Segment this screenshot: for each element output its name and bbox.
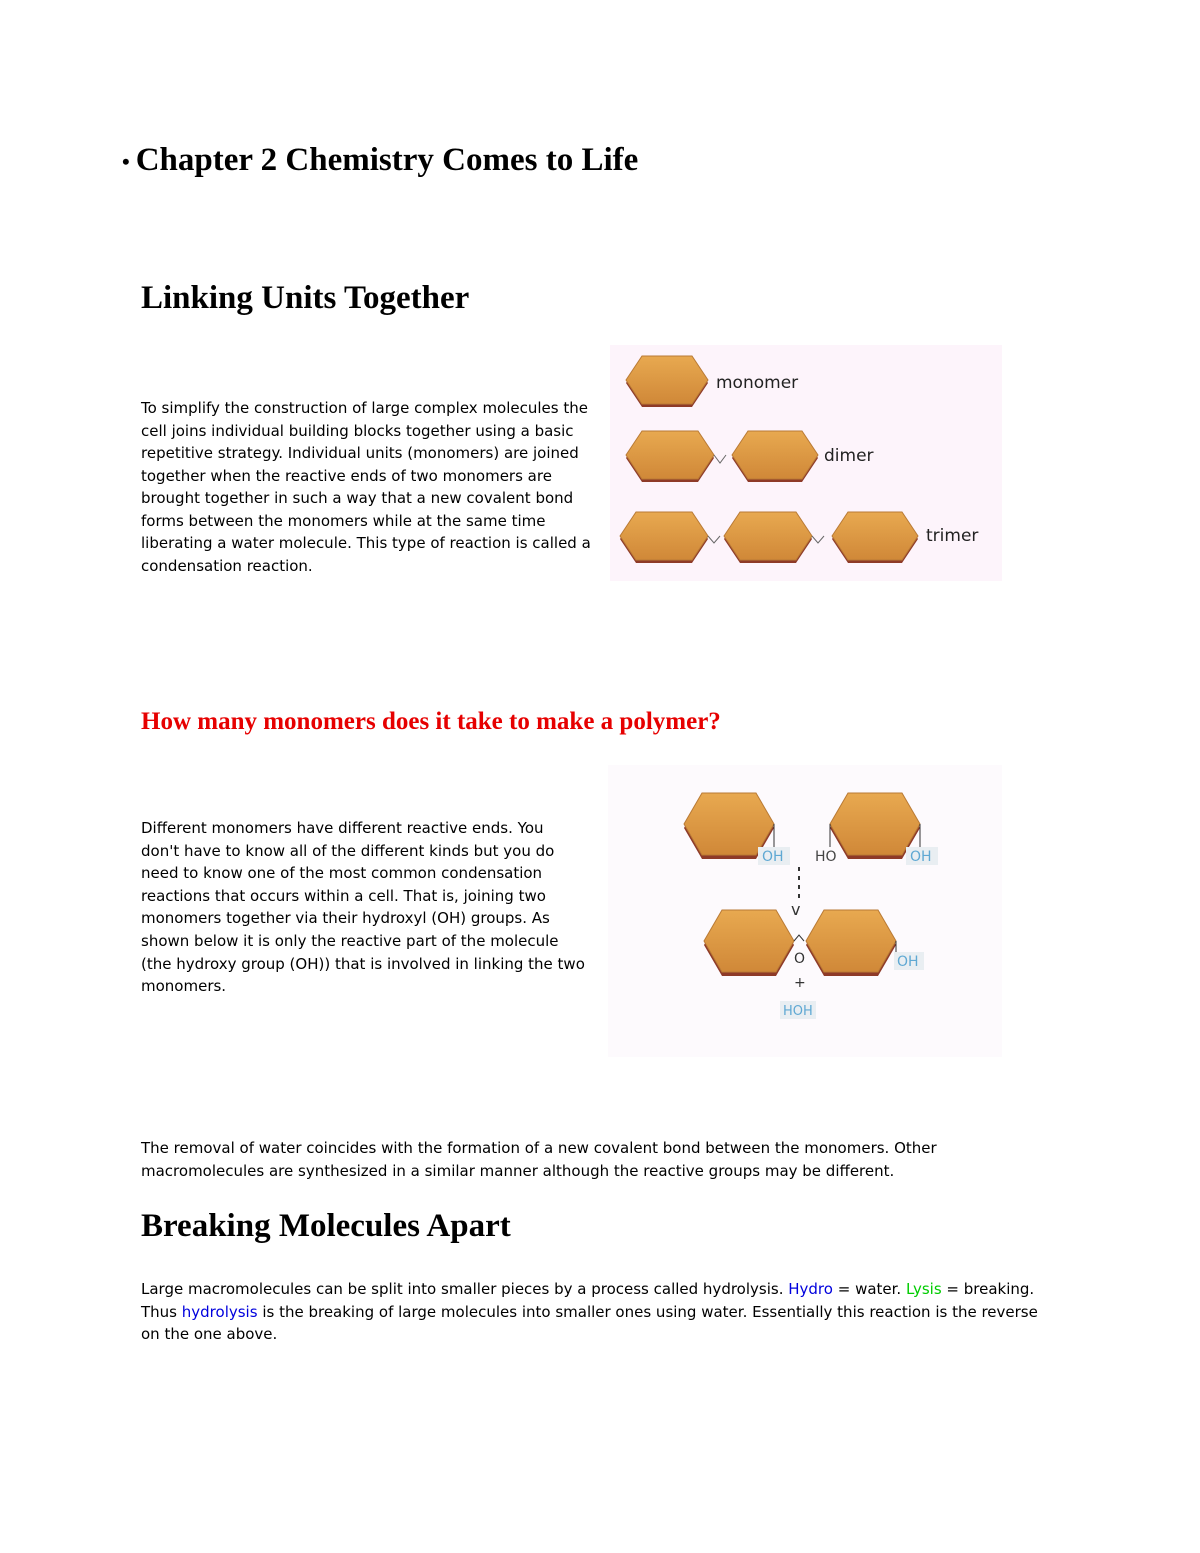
ho-middle-label: HO — [815, 849, 837, 865]
hydrolysis-text-2: = water. — [837, 1280, 902, 1298]
monomer-label: monomer — [716, 373, 799, 393]
dimer-label: dimer — [824, 446, 874, 466]
product-hexagon-left — [704, 910, 794, 976]
paragraph-water-removal: The removal of water coincides with the formation of a new covalent bond between the monomers. Other macromolecules are synthesized in a similar manner although the reactive groups may be different. — [141, 1139, 937, 1180]
chapter-title-text: Chapter 2 Chemistry Comes to Life — [135, 142, 639, 178]
plus-sign: + — [794, 975, 806, 991]
section-heading-breaking: Breaking Molecules Apart — [141, 1208, 511, 1244]
section-heading-linking: Linking Units Together — [141, 280, 470, 316]
paragraph-linking: To simplify the construction of large complex molecules the cell joins individual building blocks together using a basic repetitive strategy. Individual units (monomers) are joined together when the reactive ends of two monomers are brought together in such a way that a new covalent bond forms between the monomers while at the same time liberating a water molecule. This type of reaction is called a condensation reaction. — [141, 399, 591, 575]
hydrolysis-text-4: is the breaking of large molecules into smaller ones using water. Essentially this reaction is the reverse on the one above. — [141, 1302, 1038, 1344]
trimer-hexagon-2 — [724, 512, 812, 563]
paragraph-reactive-ends: Different monomers have different reactive ends. You don't have to know all of the different kinds but you do need to know one of the most common condensation reactions that occurs within a cell. That is, joining two monomers together via their hydroxyl (OH) groups. As shown below it is only the reactive part of the molecule (the hydroxy group (OH)) that is involved in linking the two monomers. — [141, 819, 585, 996]
oh-right-label: OH — [910, 849, 932, 865]
water-label: HOH — [783, 1004, 813, 1019]
product-hexagon-right — [806, 910, 896, 976]
trimer-label: trimer — [926, 526, 979, 546]
dimer-hexagon-2 — [732, 431, 818, 482]
oh-left-label: OH — [762, 849, 784, 865]
lysis-term: Lysis — [905, 1280, 942, 1298]
trimer-hexagon-3 — [832, 512, 918, 563]
monomer-hexagon — [626, 356, 708, 407]
oxygen-label: O — [794, 951, 806, 967]
hydrolysis-text-1: Large macromolecules can be split into smaller pieces by a process called hydrolysis. — [141, 1280, 784, 1298]
hydrolysis-text-3: = breaking. Thus — [141, 1280, 1035, 1321]
bullet: • — [122, 149, 130, 175]
trimer-hexagon-1 — [620, 512, 708, 563]
dimer-hexagon-1 — [626, 431, 714, 482]
paragraph-hydrolysis — [141, 1278, 1061, 1346]
polymer-figure — [610, 345, 1002, 581]
hydro-term: Hydro — [788, 1280, 833, 1298]
hydrolysis-term: hydrolysis — [181, 1302, 258, 1321]
chapter-title — [122, 142, 638, 179]
section-heading-question: How many monomers does it take to make a polymer? — [141, 708, 721, 735]
oh-product-label: OH — [897, 954, 919, 970]
condensation-figure — [608, 765, 1002, 1057]
reaction-arrow-head: v — [791, 900, 801, 919]
